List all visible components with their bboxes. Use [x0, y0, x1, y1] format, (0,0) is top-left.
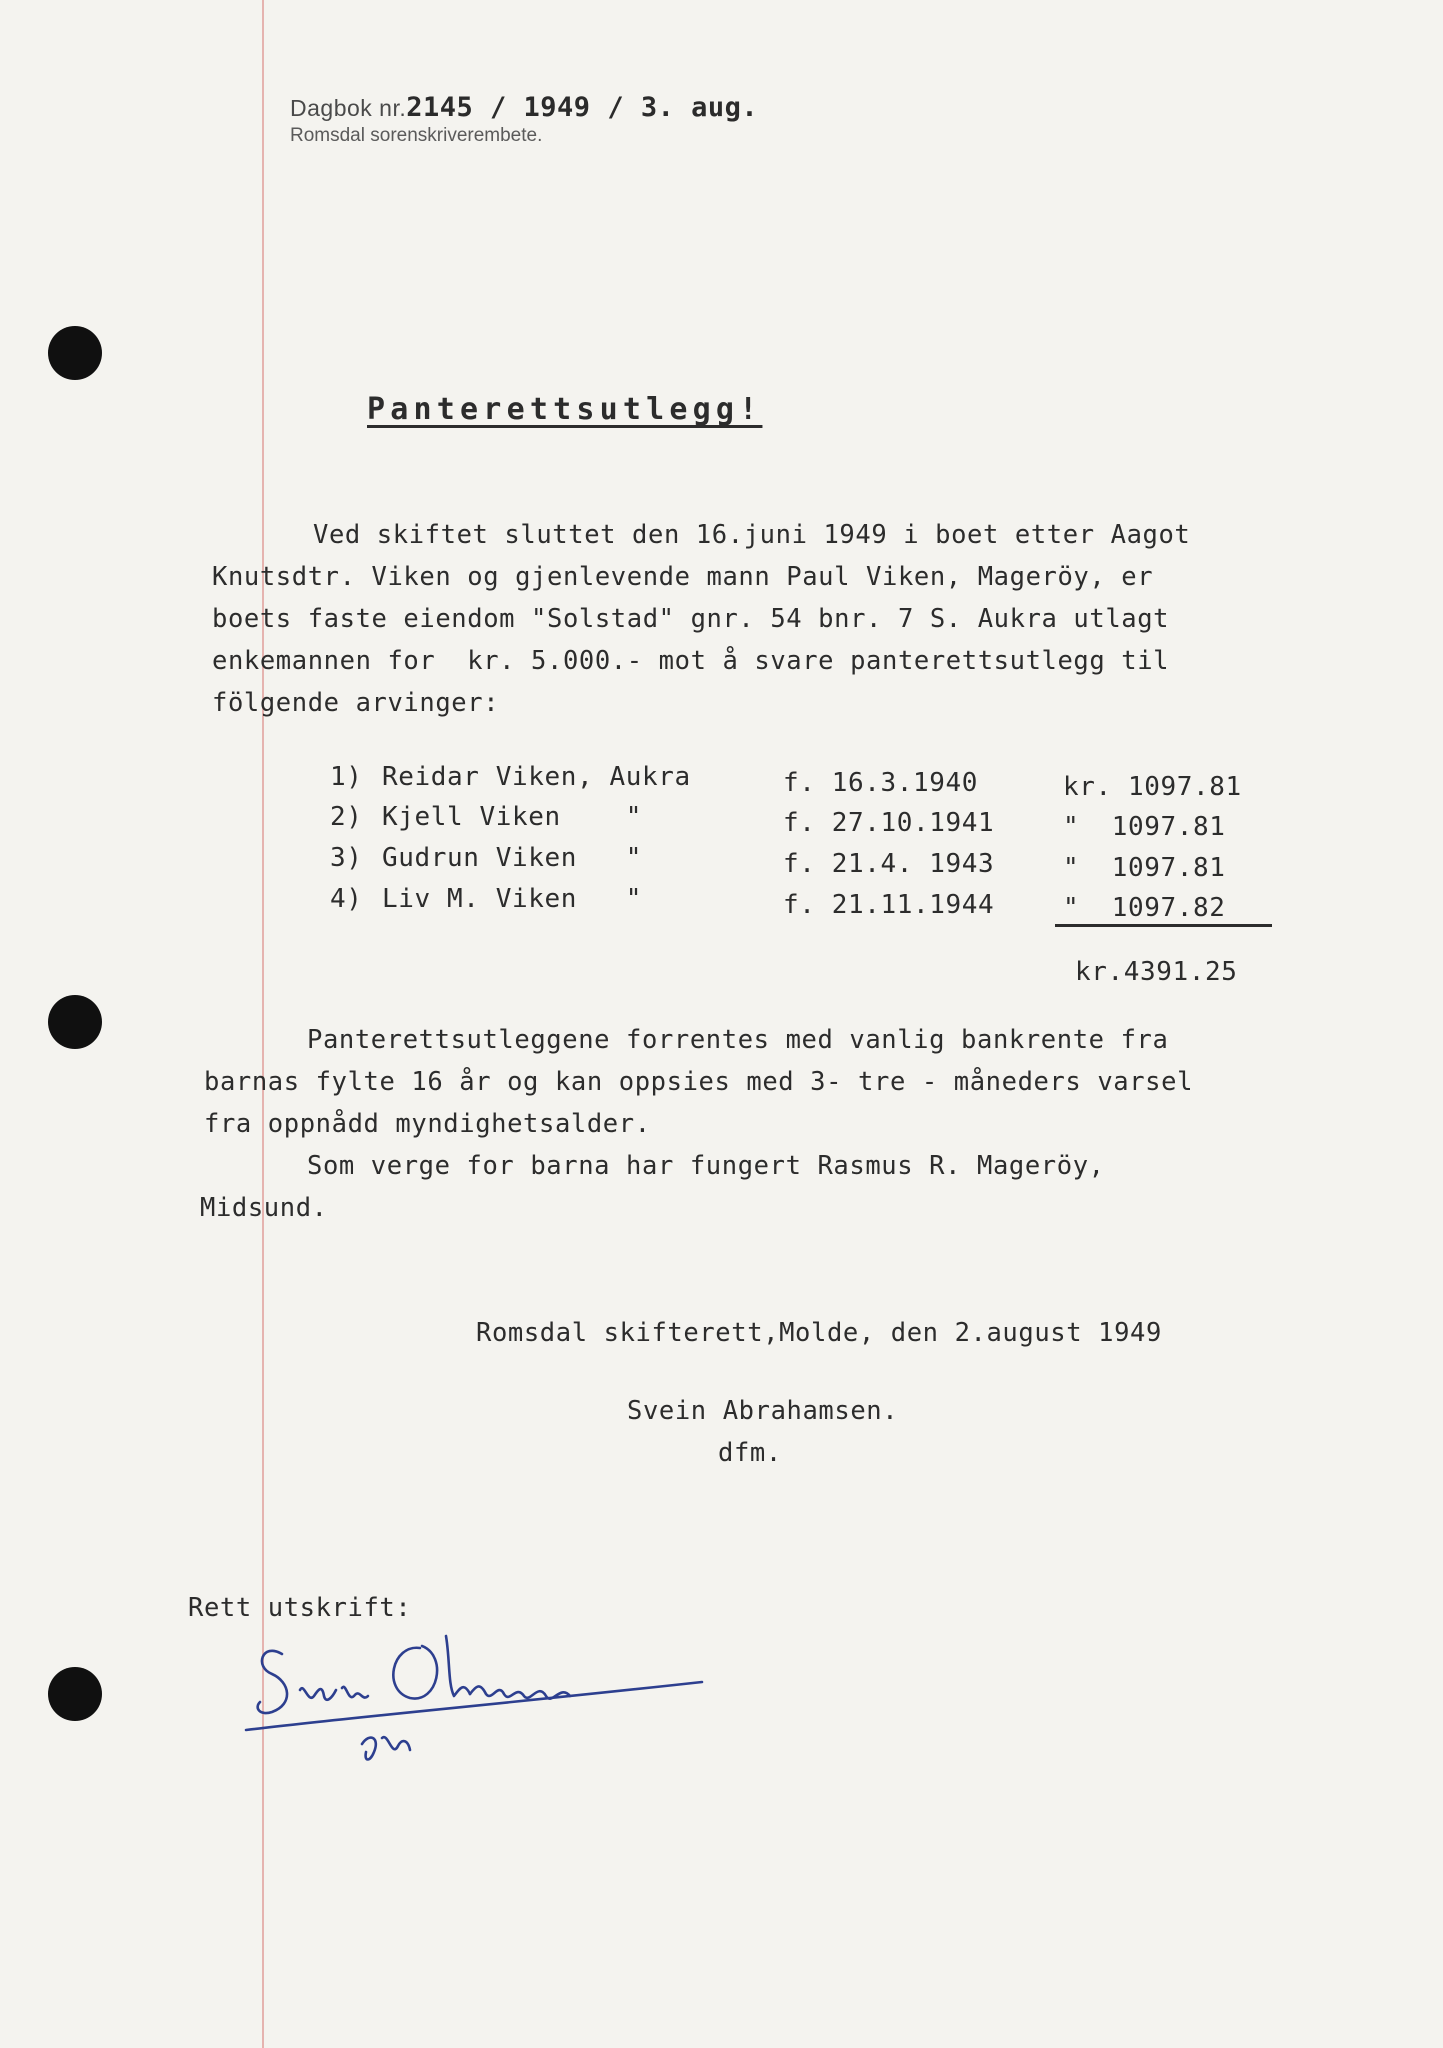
terms-line-4: Som verge for barna har fungert Rasmus R. Mageröy,: [307, 1151, 1105, 1181]
sum-rule: [1055, 924, 1272, 927]
heir-amount: " 1097.81: [1063, 853, 1226, 883]
total-amount: kr.4391.25: [1075, 957, 1238, 987]
certified-copy-label: Rett utskrift:: [188, 1593, 412, 1623]
stamp-entry: 2145 / 1949 / 3. aug.: [406, 92, 759, 123]
signer-title: dfm.: [718, 1438, 782, 1468]
handwritten-signature: [242, 1612, 722, 1782]
heir-birth-date: f. 16.3.1940: [783, 768, 979, 798]
intro-line-2: Knutsdtr. Viken og gjenlevende mann Paul Viken, Mageröy, er: [212, 562, 1154, 592]
intro-line-4: enkemannen for kr. 5.000.- mot å svare panterettsutlegg til: [212, 646, 1170, 676]
heir-amount: " 1097.81: [1063, 812, 1226, 842]
stamp-label: Dagbok nr.: [290, 95, 407, 121]
heir-number: 1): [330, 762, 363, 792]
heir-name: Liv M. Viken ": [382, 884, 643, 914]
punch-hole-bottom: [48, 1667, 102, 1721]
intro-line-1: Ved skiftet sluttet den 16.juni 1949 i boet etter Aagot: [313, 520, 1191, 550]
heir-name: Kjell Viken ": [382, 802, 643, 832]
document-title: Panterettsutlegg!: [367, 392, 763, 427]
heir-birth-date: f. 27.10.1941: [783, 808, 995, 838]
heir-number: 3): [330, 843, 363, 873]
stamp-office: Romsdal sorenskriverembete.: [290, 125, 543, 146]
terms-line-5: Midsund.: [200, 1193, 328, 1223]
heir-amount: kr. 1097.81: [1063, 772, 1242, 802]
heir-number: 4): [330, 884, 363, 914]
heir-birth-date: f. 21.4. 1943: [783, 849, 995, 879]
intro-line-5: fölgende arvinger:: [212, 688, 500, 718]
punch-hole-top: [48, 326, 102, 380]
heir-birth-date: f. 21.11.1944: [783, 890, 995, 920]
place-and-date: Romsdal skifterett,Molde, den 2.august 1949: [476, 1318, 1162, 1348]
terms-line-1: Panterettsutleggene forrentes med vanlig bankrente fra: [307, 1025, 1169, 1055]
heir-name: Reidar Viken, Aukra: [382, 762, 691, 792]
intro-line-3: boets faste eiendom "Solstad" gnr. 54 bnr. 7 S. Aukra utlagt: [212, 604, 1170, 634]
punch-hole-middle: [48, 995, 102, 1049]
heir-name: Gudrun Viken ": [382, 843, 643, 873]
terms-line-3: fra oppnådd myndighetsalder.: [204, 1109, 651, 1139]
heir-number: 2): [330, 802, 363, 832]
terms-line-2: barnas fylte 16 år og kan oppsies med 3- tre - måneders varsel: [204, 1067, 1194, 1097]
heir-amount: " 1097.82: [1063, 893, 1226, 923]
journal-stamp: [290, 92, 758, 147]
signer-name: Svein Abrahamsen.: [627, 1396, 899, 1426]
